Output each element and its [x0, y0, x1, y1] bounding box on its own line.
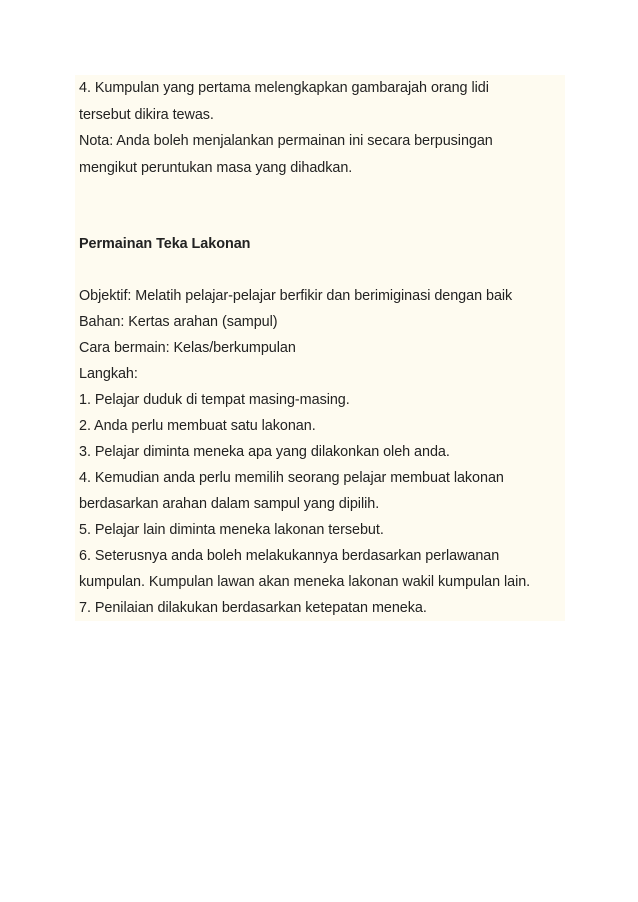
step-line: 6. Seterusnya anda boleh melakukannya berdasarkan perlawanan [79, 548, 500, 564]
step-line: 7. Penilaian dilakukan berdasarkan ketepatan meneka. [79, 600, 427, 616]
step-line: 4. Kemudian anda perlu memilih seorang pelajar membuat lakonan [79, 470, 504, 486]
step-line: 1. Pelajar duduk di tempat masing-masing. [79, 392, 350, 408]
step-line: 5. Pelajar lain diminta meneka lakonan tersebut. [79, 522, 384, 538]
objective-text: Objektif: Melatih pelajar-pelajar berfikir dan berimiginasi dengan baik [79, 288, 513, 304]
materials-text: Bahan: Kertas arahan (sampul) [79, 314, 278, 330]
document-text-block [75, 75, 565, 621]
note-line-1: Nota: Anda boleh menjalankan permainan ini secara berpusingan [79, 133, 493, 149]
step-line: 3. Pelajar diminta meneka apa yang dilakonkan oleh anda. [79, 444, 450, 460]
steps-label: Langkah: [79, 366, 138, 382]
previous-item-4-line-1: 4. Kumpulan yang pertama melengkapkan gambarajah orang lidi [79, 80, 489, 96]
section-title: Permainan Teka Lakonan [79, 236, 251, 252]
method-text: Cara bermain: Kelas/berkumpulan [79, 340, 296, 356]
step-line: berdasarkan arahan dalam sampul yang dipilih. [79, 496, 380, 512]
note-line-2: mengikut peruntukan masa yang dihadkan. [79, 160, 353, 176]
step-line: 2. Anda perlu membuat satu lakonan. [79, 418, 316, 434]
previous-item-4-line-2: tersebut dikira tewas. [79, 107, 214, 123]
step-line: kumpulan. Kumpulan lawan akan meneka lakonan wakil kumpulan lain. [79, 574, 531, 590]
